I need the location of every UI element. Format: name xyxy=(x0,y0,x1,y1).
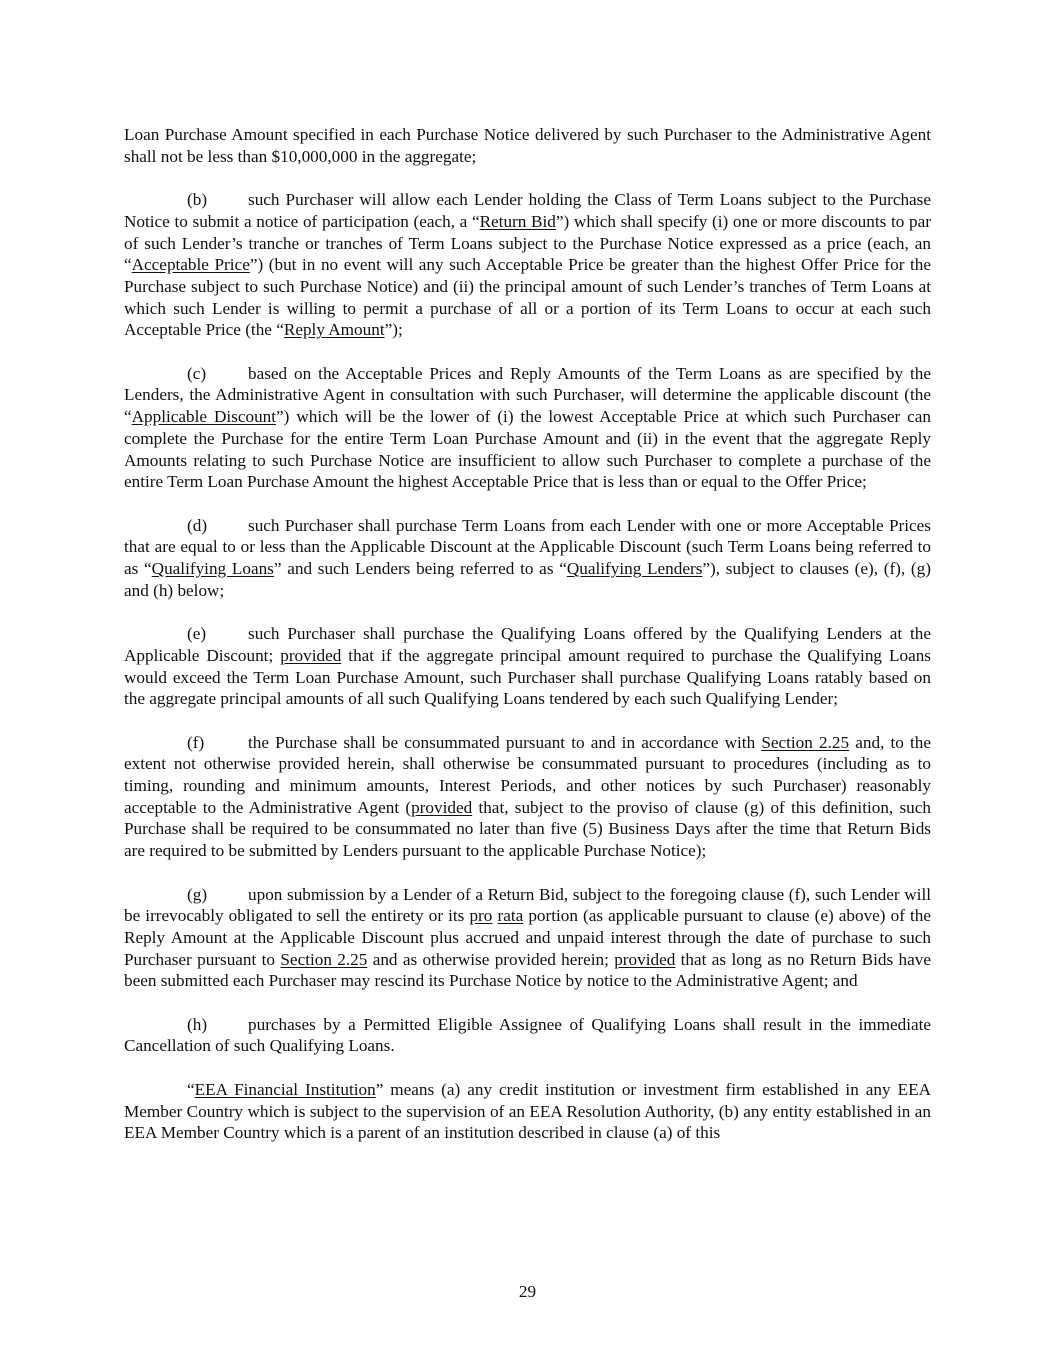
defined-term: Section 2.25 xyxy=(280,949,368,969)
defined-term: provided xyxy=(411,797,473,817)
text-run: ”); xyxy=(384,320,403,340)
clause-g xyxy=(124,884,931,993)
paragraph xyxy=(124,1079,931,1144)
defined-term: provided xyxy=(614,949,676,969)
text-run: that as long as no Return Bids have been submitted each Purchaser may rescind its Purchase Notice by notice to the Administrative Agent; and xyxy=(124,949,931,991)
text-run: that if the aggregate principal amount required to purchase the Qualifying Loans would exceed the Term Loan Purchase Amount, such Purchaser shall purchase Qualifying Loans ratably based on the aggregate principal amounts of all such Qualifying Loans tendered by each such Qualifying Lender; xyxy=(124,645,931,709)
text-run: ”) (but in no event will any such Acceptable Price be greater than the highest Offer Price for the Purchase subject to such Purchase Notice) and (ii) the principal amount of such Lender’s tranches of Term Loans at which such Lender is willing to permit a purchase of all or a portion of its Term Loans to occur at each such Acceptable Price (the “ xyxy=(124,255,932,340)
defined-term: rata xyxy=(497,906,524,926)
defined-term: Qualifying Loans xyxy=(151,559,274,579)
defined-term: Acceptable Price xyxy=(131,255,250,275)
text-run: “ xyxy=(187,1079,195,1099)
clause-b xyxy=(124,189,931,341)
text-run: the Purchase shall be consummated pursuant to and in accordance with xyxy=(248,732,762,752)
text-run: ”) which shall specify (i) one or more discounts to par of such Lender’s tranche or tranches of Term Loans subject to the Purchase Notice expressed as a price (each, an “ xyxy=(124,211,931,275)
clause-label: (h) xyxy=(187,1014,208,1034)
text-run: based on the Acceptable Prices and Reply Amounts of the Term Loans as are specified by the Lenders, the Administrative Agent in consultation with such Purchaser, will determine the applicable discount (the “ xyxy=(124,363,931,427)
text-run: upon submission by a Lender of a Return Bid, subject to the foregoing clause (f), such Lender will be irrevocably obligated to sell the entirety or its xyxy=(124,884,931,926)
text-run: ”) which will be the lower of (i) the lowest Acceptable Price at which such Purchaser can complete the Purchase for the entire Term Loan Purchase Amount and (ii) in the event that the aggregate Reply Amounts relating to such Purchase Notice are insufficient to allow such Purchaser to complete a purchase of the entire Term Loan Purchase Amount the highest Acceptable Price that is less than or equal to the Offer Price; xyxy=(124,407,931,492)
text-run: portion (as applicable pursuant to clause (e) above) of the Reply Amount at the Applicable Discount plus accrued and unpaid interest through the date of purchase to such Purchaser pursuant to xyxy=(124,906,932,969)
defined-term: Reply Amount xyxy=(283,320,385,340)
clause-d xyxy=(124,515,931,602)
defined-term: EEA Financial Institution xyxy=(194,1079,376,1099)
text-run: purchases by a Permitted Eligible Assignee of Qualifying Loans shall result in the immediate Cancellation of such Qualifying Loans. xyxy=(124,1014,931,1056)
clause-c xyxy=(124,363,931,493)
defined-term: pro xyxy=(469,906,493,926)
clause-label: (e) xyxy=(187,624,207,644)
text-run: ” means (a) any credit institution or investment firm established in any EEA Member Country which is subject to the supervision of an EEA Resolution Authority, (b) any entity established in an EEA Member Country which is a parent of an institution described in clause (a) of this xyxy=(124,1079,931,1143)
clause-h xyxy=(124,1014,931,1057)
clause-label: (c) xyxy=(187,363,207,383)
text-run: ” and such Lenders being referred to as “ xyxy=(273,559,567,579)
text-run: such Purchaser shall purchase the Qualifying Loans offered by the Qualifying Lenders at the Applicable Discount; xyxy=(124,624,931,665)
defined-term: Section 2.25 xyxy=(761,732,850,752)
clause-label: (b) xyxy=(187,190,208,210)
text-run: and, to the extent not otherwise provided herein, shall otherwise be consummated pursuant to procedures (including as to timing, rounding and minimum amounts, Interest Periods, and other notices by such Purchaser) reasonably acceptable to the Administrative Agent ( xyxy=(124,732,931,817)
clause-label: (d) xyxy=(187,515,208,535)
text-run: and as otherwise provided herein; xyxy=(367,949,615,969)
defined-term: Qualifying Lenders xyxy=(566,559,703,579)
clause-f xyxy=(124,732,931,862)
clause-label: (g) xyxy=(187,884,208,904)
defined-term: provided xyxy=(280,645,342,665)
document-body xyxy=(124,124,931,1166)
clause-label: (f) xyxy=(187,732,205,752)
defined-term: Return Bid xyxy=(479,211,556,231)
text-run: ”), subject to clauses (e), (f), (g) and (h) below; xyxy=(124,559,931,600)
text-run: such Purchaser will allow each Lender holding the Class of Term Loans subject to the Purchase Notice to submit a notice of participation (each, a “ xyxy=(124,190,931,231)
clause-e xyxy=(124,623,931,710)
text-run: Loan Purchase Amount specified in each Purchase Notice delivered by such Purchaser to the Administrative Agent shall not be less than $10,000,000 in the aggregate; xyxy=(124,125,931,166)
page-number: 29 xyxy=(518,1282,537,1301)
paragraph xyxy=(124,124,931,167)
text-run: such Purchaser shall purchase Term Loans from each Lender with one or more Acceptable Prices that are equal to or less than the Applicable Discount at the Applicable Discount (such Term Loans being referred to as “ xyxy=(124,515,931,579)
defined-term: Applicable Discount xyxy=(131,407,277,427)
text-run: that, subject to the proviso of clause (g) of this definition, such Purchase shall be required to be consummated no later than five (5) Business Days after the time that Return Bids are required to be submitted by Lenders pursuant to the applicable Purchase Notice); xyxy=(124,797,931,861)
